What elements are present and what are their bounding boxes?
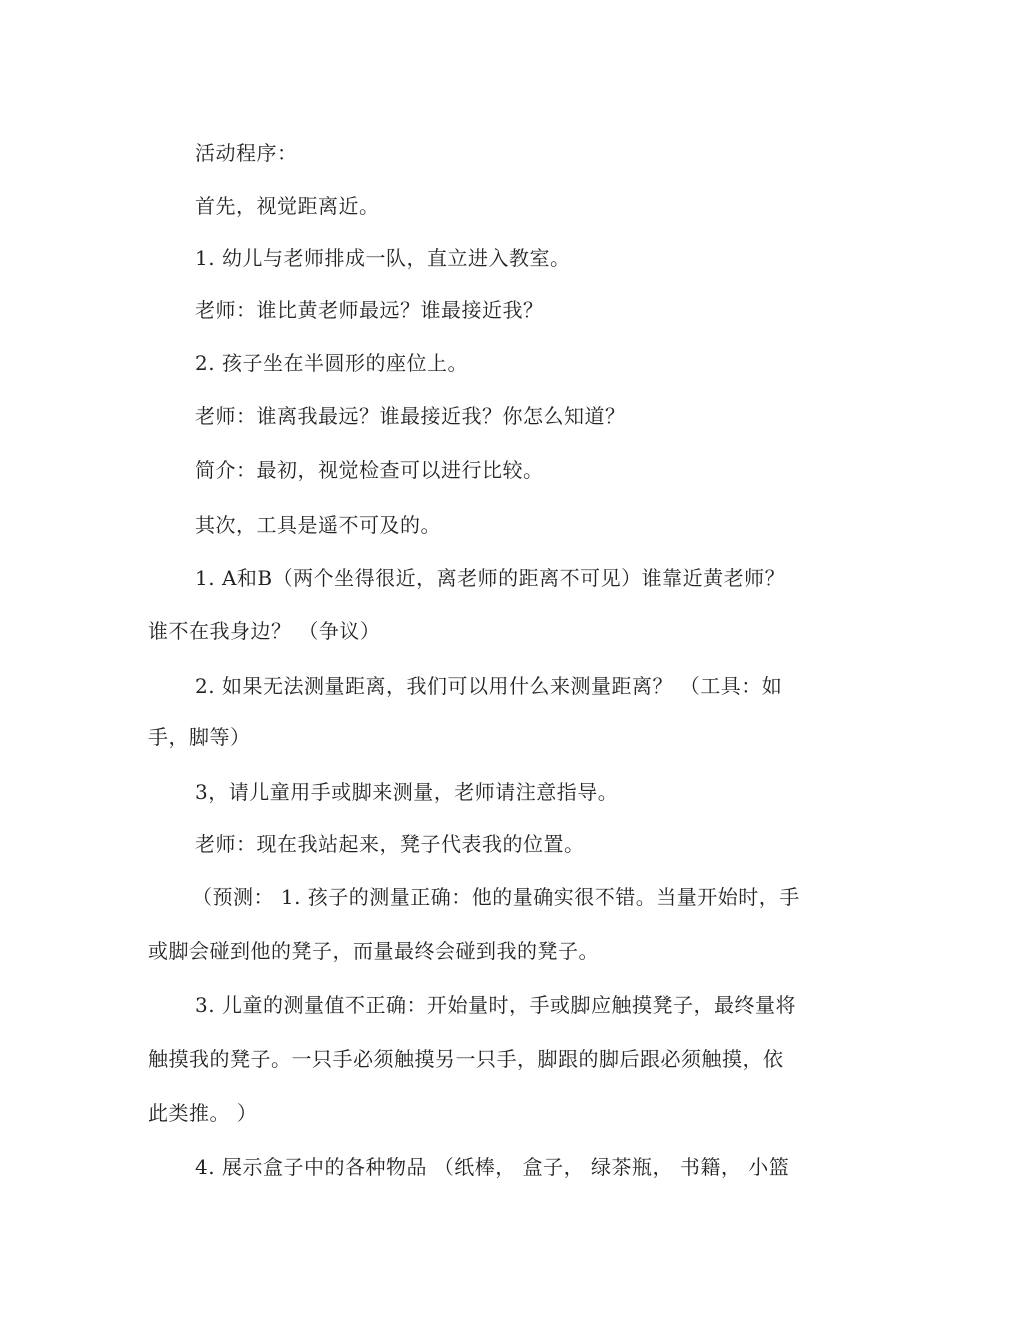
paragraph-line: 手，脚等）: [148, 725, 251, 749]
paragraph-line: （预测： 1. 孩子的测量正确：他的量确实很不错。当量开始时，手: [192, 885, 800, 909]
paragraph-line: 触摸我的凳子。一只手必须触摸另一只手，脚跟的脚后跟必须触摸，依: [148, 1047, 784, 1071]
paragraph-line: 3，请儿童用手或脚来测量，老师请注意指导。: [195, 780, 619, 804]
paragraph-line: 2. 孩子坐在半圆形的座位上。: [195, 351, 468, 375]
paragraph-line: 4. 展示盒子中的各种物品 （纸棒， 盒子， 绿茶瓶， 书籍， 小篮: [195, 1155, 790, 1179]
paragraph-line: 首先，视觉距离近。: [195, 194, 380, 218]
paragraph-line: 或脚会碰到他的凳子，而量最终会碰到我的凳子。: [148, 939, 599, 963]
paragraph-line: 其次，工具是遥不可及的。: [195, 513, 441, 537]
section-heading-activity-procedure: 活动程序：: [195, 141, 298, 165]
paragraph-line: 1. 幼儿与老师排成一队，直立进入教室。: [195, 246, 571, 270]
paragraph-line: 2. 如果无法测量距离，我们可以用什么来测量距离？ （工具：如: [195, 674, 783, 698]
paragraph-line: 谁不在我身边？ （争议）: [148, 619, 381, 643]
paragraph-line: 老师：谁离我最远？谁最接近我？你怎么知道？: [195, 404, 626, 428]
paragraph-line: 1. A和B（两个坐得很近，离老师的距离不可见）谁靠近黄老师？: [195, 566, 786, 590]
paragraph-line: 此类推。 ）: [148, 1101, 258, 1125]
paragraph-line: 老师：现在我站起来，凳子代表我的位置。: [195, 832, 585, 856]
paragraph-line: 老师：谁比黄老师最远？谁最接近我？: [195, 298, 544, 322]
paragraph-line: 简介：最初，视觉检查可以进行比较。: [195, 458, 544, 482]
paragraph-line: 3. 儿童的测量值不正确：开始量时，手或脚应触摸凳子，最终量将: [195, 993, 796, 1017]
